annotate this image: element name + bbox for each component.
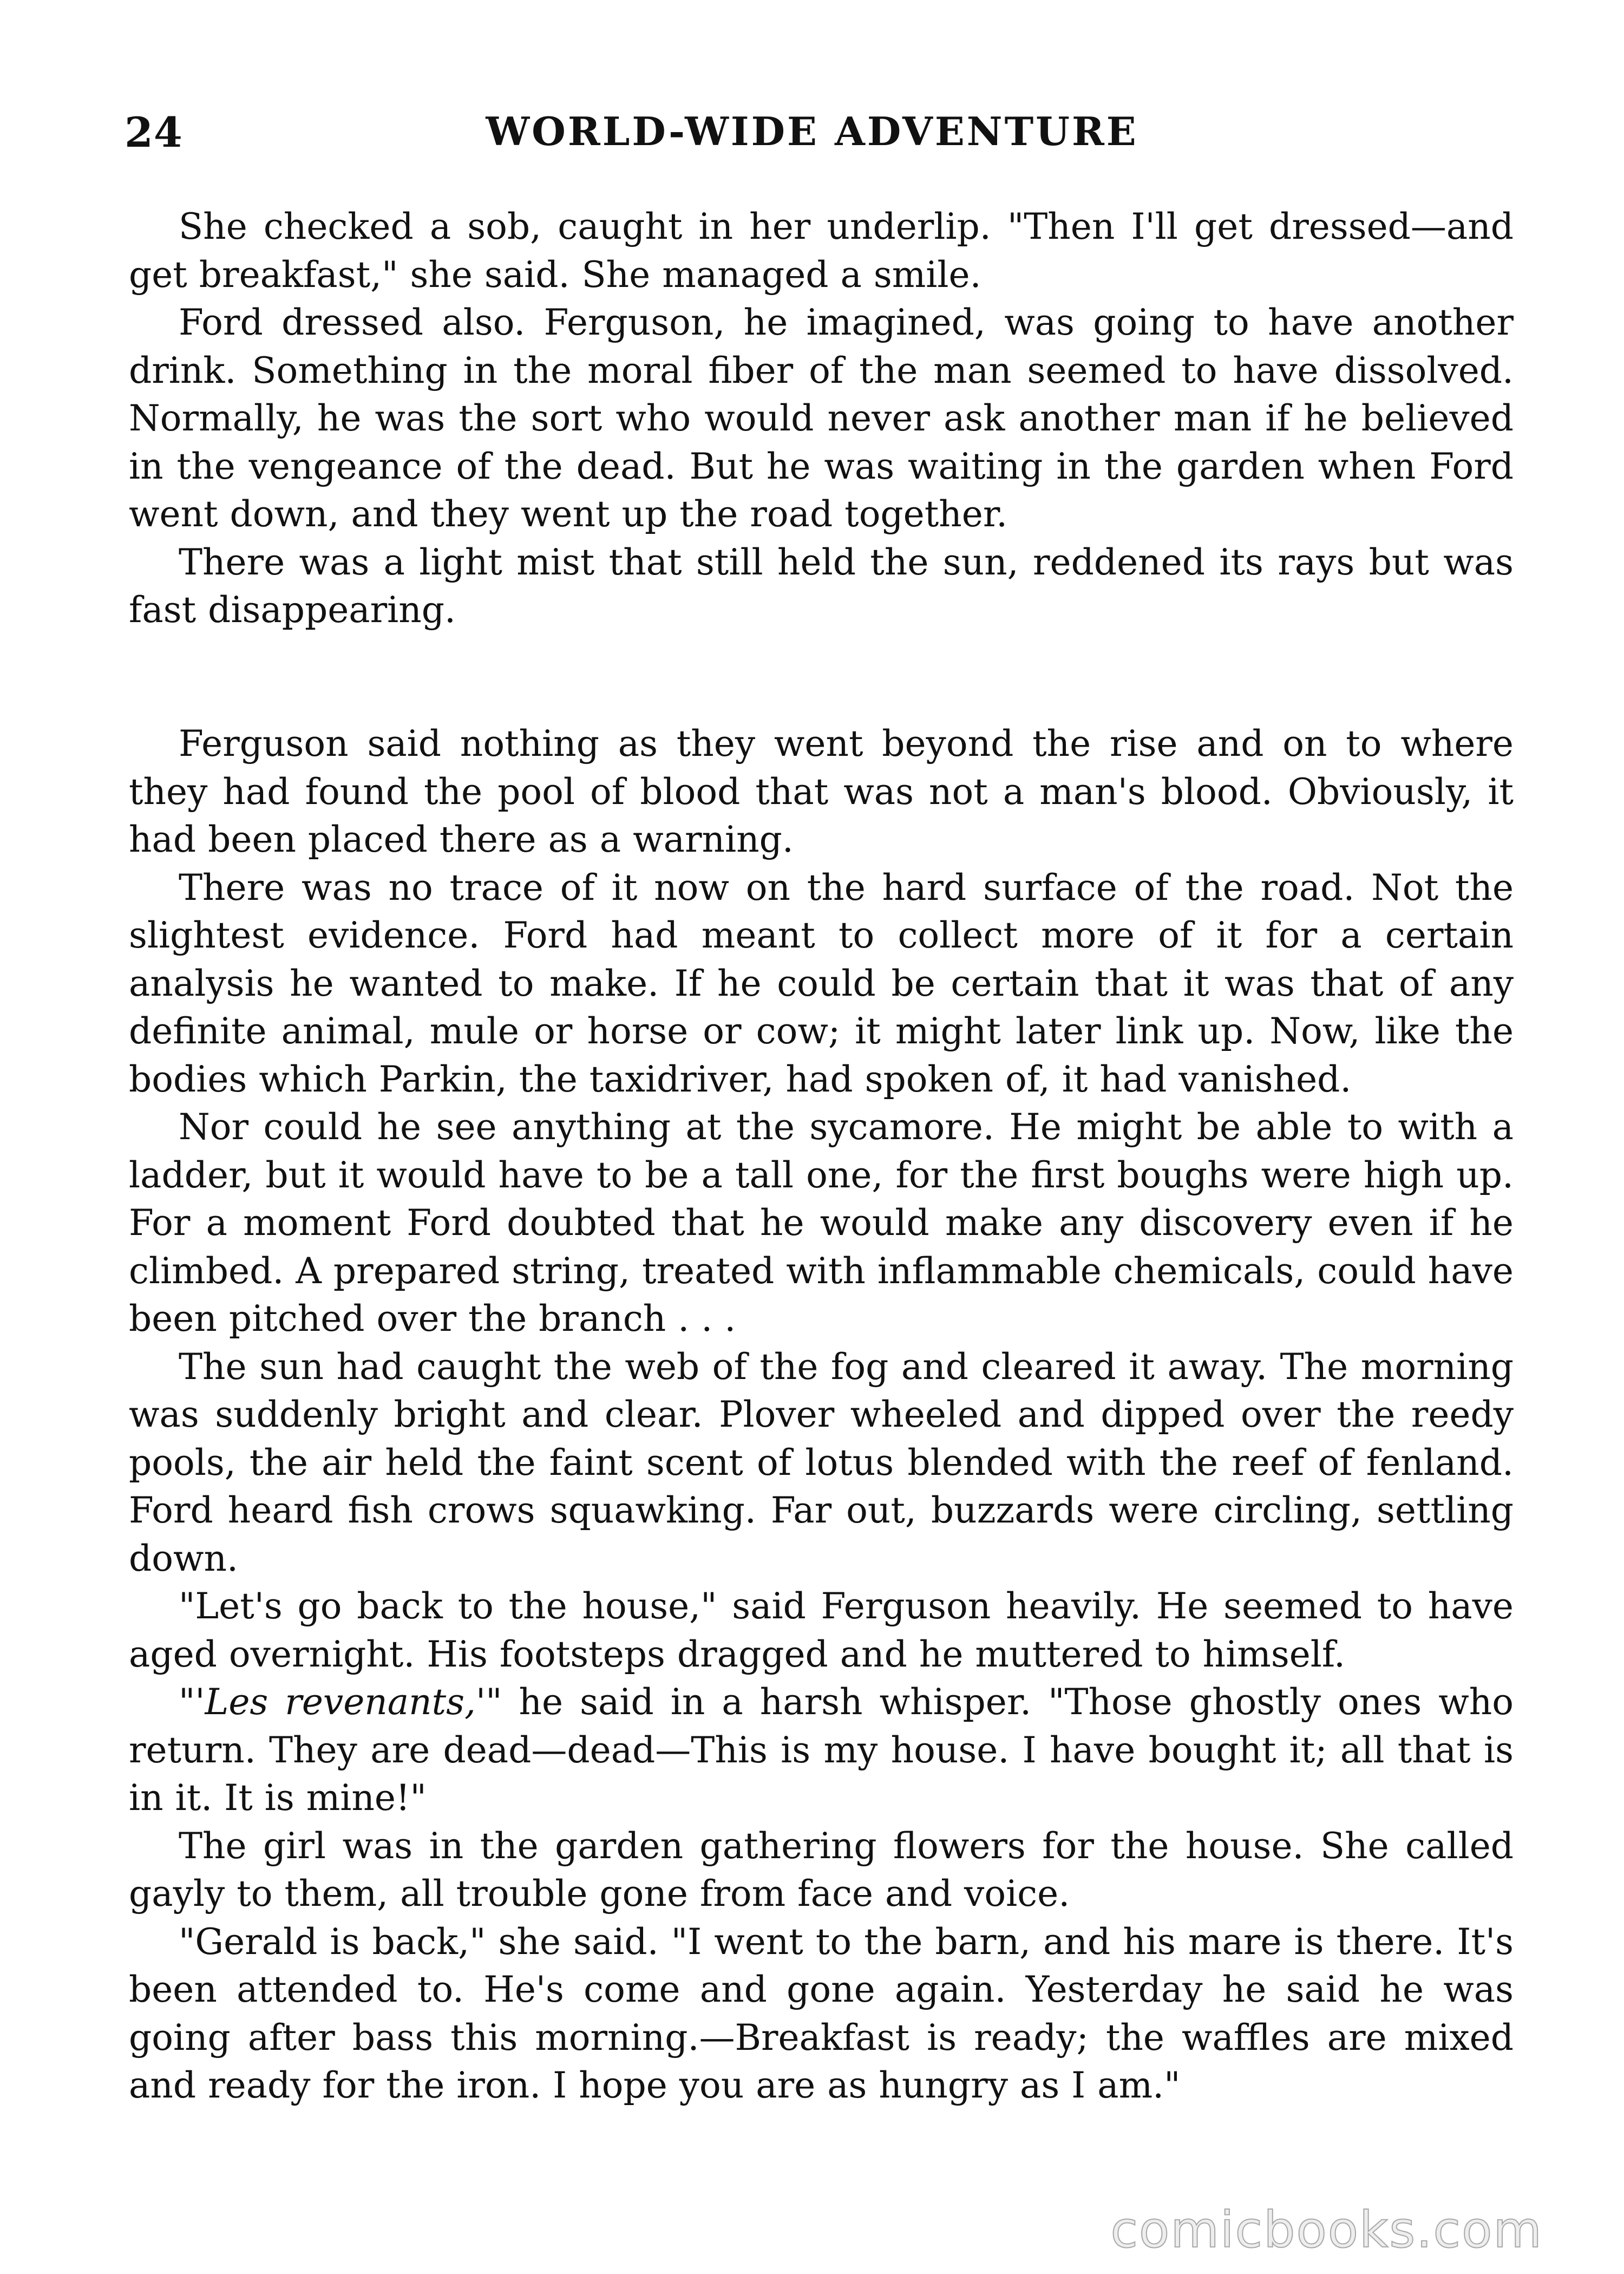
paragraph: There was no trace of it now on the hard surface of the road. Not the slightest evidence. Ford had meant to collect more of it for a certain analysis he wanted to make. If he could be certain that it was that of any definite animal, mule or horse or cow; it might later link up. Now, like the bodies which Parkin, the taxidriver, had spoken of, it had vanished. (129, 866, 1514, 1100)
quote-close: '" (476, 1681, 502, 1723)
running-head (0, 108, 1624, 168)
quote-rest: he said in a harsh whisper. "Those ghostly ones who return. They are dead—dead—This is my house. I have bought it; all that is in it. It is mine!" (129, 1681, 1514, 1819)
quote-paragraph (129, 1678, 1514, 1822)
text-section-1 (129, 203, 1514, 635)
quote-open: "' (179, 1681, 205, 1723)
paragraph: There was a light mist that still held the sun, reddened its rays but was fast disappearing. (129, 541, 1514, 631)
book-title: WORLD-WIDE ADVENTURE (486, 108, 1138, 154)
text-section-2 (129, 720, 1514, 2110)
paragraph: "Gerald is back," she said. "I went to the barn, and his mare is there. It's been attended to. He's come and gone again. Yesterday he said he was going after bass this morning.—Breakfast is ready; the waffles are mixed and ready for the iron. I hope you are as hungry as I am." (129, 1920, 1514, 2106)
paragraph: "Let's go back to the house," said Ferguson heavily. He seemed to have aged overnight. His footsteps dragged and he muttered to himself. (129, 1585, 1514, 1675)
paragraph: The girl was in the garden gathering flowers for the house. She called gayly to them, all trouble gone from face and voice. (129, 1825, 1514, 1914)
paragraph: The sun had caught the web of the fog and cleared it away. The morning was suddenly bright and clear. Plover wheeled and dipped over the reedy pools, the air held the faint scent of lotus blended with the reef of fenland. Ford heard fish crows squawking. Far out, buzzards were circling, settling down. (129, 1345, 1514, 1579)
paragraph: She checked a sob, caught in her underlip. "Then I'll get dressed—and get breakfast," she said. She managed a smile. (129, 206, 1514, 296)
paragraph: Ferguson said nothing as they went beyond the rise and on to where they had found the pool of blood that was not a man's blood. Obviously, it had been placed there as a warning. (129, 723, 1514, 860)
page-number: 24 (125, 108, 183, 156)
watermark: comicbooks.com (1110, 2201, 1543, 2259)
paragraph: Ford dressed also. Ferguson, he imagined, was going to have another drink. Something in the moral fiber of the man seemed to have dissolved. Normally, he was the sort who would never ask another man if he believed in the vengeance of the dead. But he was waiting in the garden when Ford went down, and they went up the road together. (129, 302, 1514, 535)
paragraph: Nor could he see anything at the sycamore. He might be able to with a ladder, but it would have to be a tall one, for the first boughs were high up. For a moment Ford doubted that he would make any discovery even if he climbed. A prepared string, treated with inflammable chemicals, could have been pitched over the branch . . . (129, 1106, 1514, 1339)
italic-phrase: Les revenants, (205, 1681, 476, 1723)
